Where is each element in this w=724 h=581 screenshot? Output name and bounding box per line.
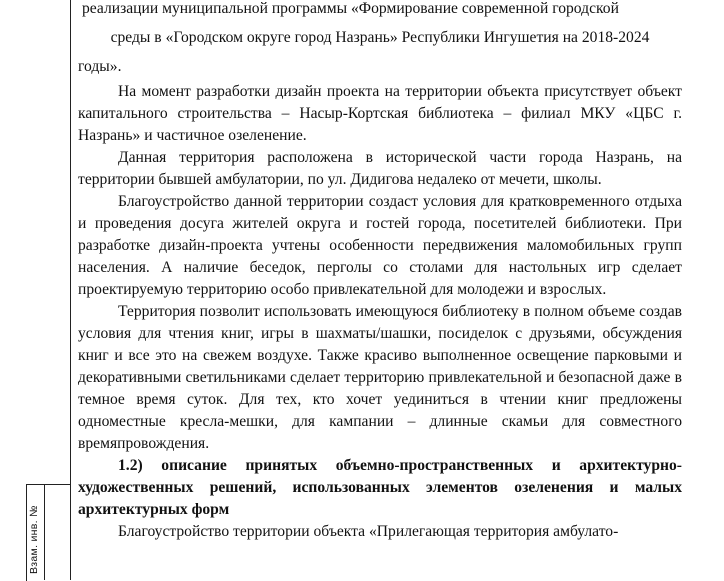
paragraph-library-use: Территория позволит использовать имеющуюся библиотеку в полном объеме создав условия для чтения книг, игры в шахматы/шашки, посиделок с друзьями, обсуждения книг и все это на свежем воздухе. Также красиво выполненное освещение парковыми и декоративными светильниками сделает территорию привлекательной и безопасной даже в темное время суток. Для тех, кто хочет уединиться в чтении книг предложены одноместные кресла-мешки, для кампании – длинные скамьи для совместного времяпровождения. bbox=[78, 303, 682, 452]
paragraph-existing-objects: На момент разработки дизайн проекта на территории объекта присутствует объект капитального строительства – Насыр-Кортская библиотека – филиал МКУ «ЦБС г. Назрань» и частичное озеленение. bbox=[78, 83, 682, 144]
paragraph-improvement: Благоустройство данной территории создаст условия для кратковременного отдыха и проведения досуга жителей округа и гостей города, посетителей библиотеки. При разработке дизайн-проекта учтены особенности передвижения маломобильных групп населения. А наличие беседок, перголы со столами для настольных игр сделает проектируемую территорию особо привлекательной для молодежи и взрослых. bbox=[78, 193, 682, 298]
paragraph-location: Данная территория расположена в исторической части города Назрань, на территории бывшей амбулатории, по ул. Дидигова недалеко от мечети, школы. bbox=[78, 149, 682, 188]
section-heading-1-2: 1.2) описание принятых объемно-пространственных и архитектурно-художественных решений, использованных элементов озеленения и малых архитектурных форм bbox=[78, 457, 682, 518]
program-title-line-1: реализации муниципальной программы «Формирование современной городской bbox=[82, 0, 619, 17]
program-title-line-3: годы». bbox=[78, 58, 122, 75]
program-title-tail bbox=[78, 0, 682, 81]
stamp-label: Взам. инв. № bbox=[28, 505, 40, 574]
document-page bbox=[78, 0, 682, 543]
program-title-line-2: среды в «Городском округе город Назрань» Республики Ингушетия на 2018-2024 bbox=[110, 29, 650, 46]
title-block-divider bbox=[44, 484, 45, 580]
paragraph-section-start: Благоустройство территории объекта «Прилегающая территория амбулато- bbox=[118, 523, 619, 540]
